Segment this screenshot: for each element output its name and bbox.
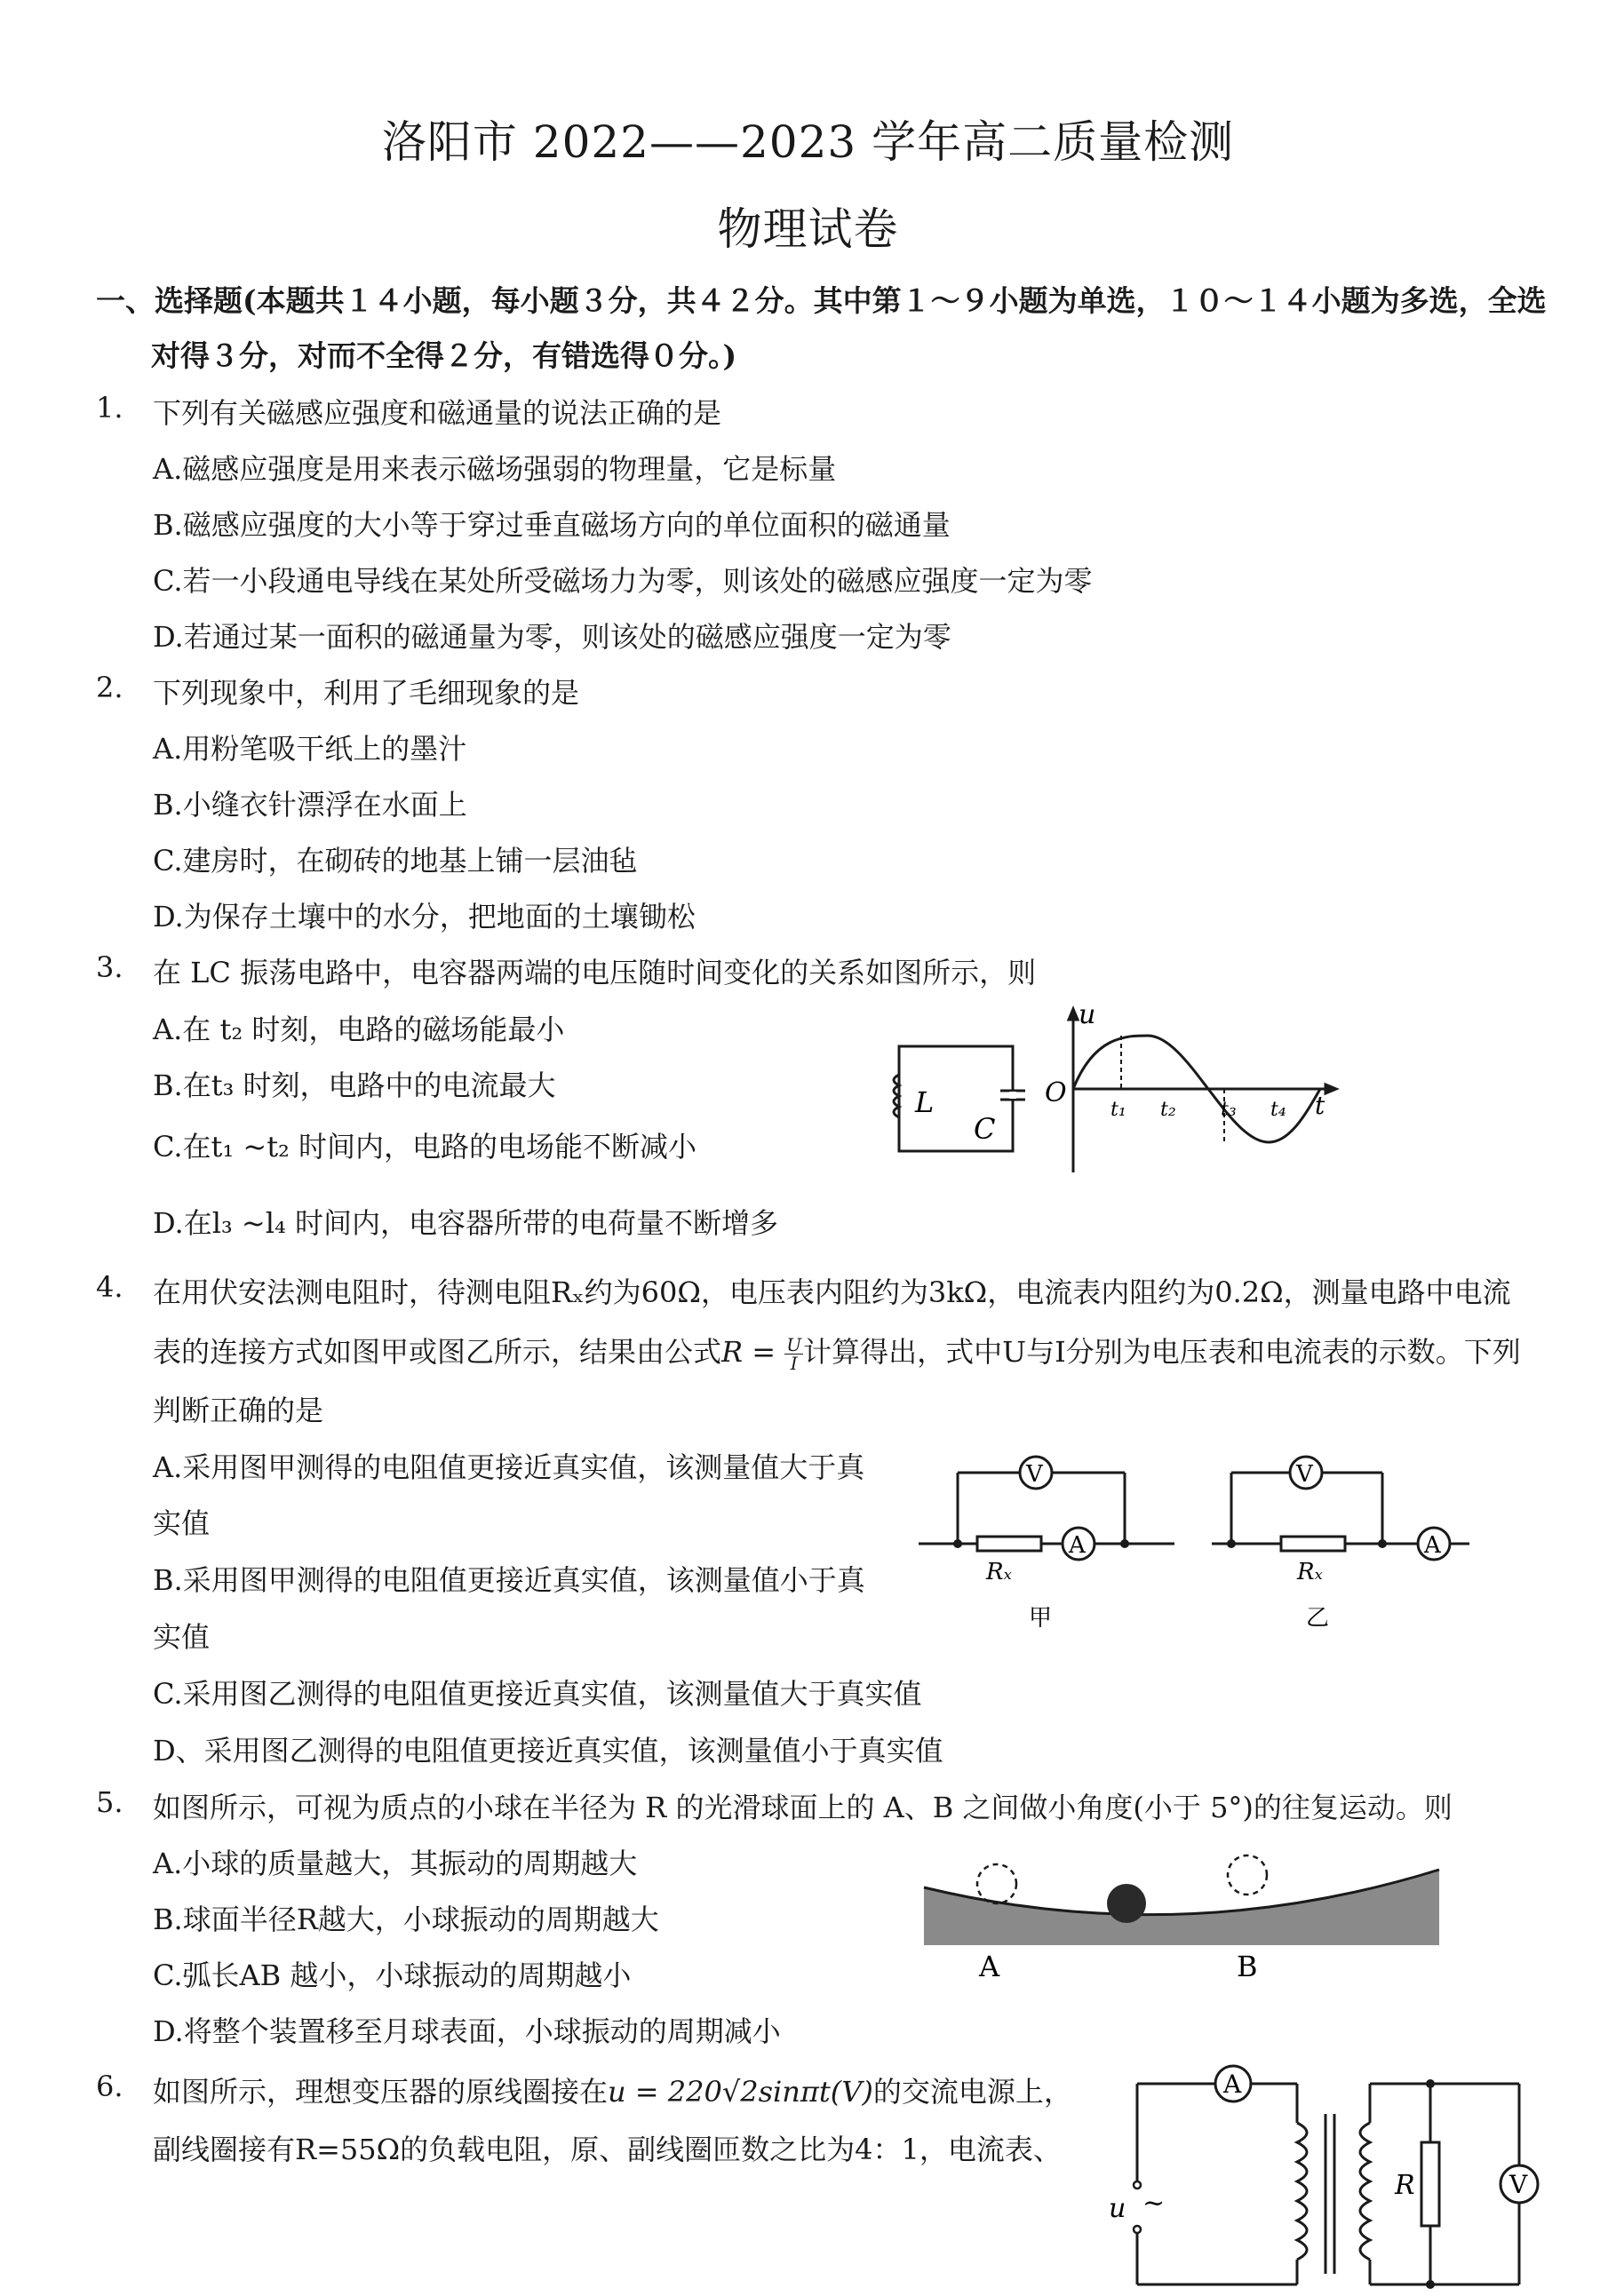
option-a-cont: 实值 (153, 1506, 211, 1540)
formula-equals: = (752, 1335, 776, 1369)
figure-jia-caption: 甲 (1029, 1605, 1053, 1632)
question-number: 2. (96, 671, 123, 704)
option-d: D.将整个装置移至月球表面，小球振动的周期减小 (153, 2014, 781, 2048)
option-c: C.建房时，在砌砖的地基上铺一层油毡 (153, 844, 638, 878)
t4-label: t₄ (1270, 1099, 1286, 1121)
t2-label: t₂ (1160, 1099, 1176, 1121)
stem-text: 如图所示，理想变压器的原线圈接在 (153, 2075, 609, 2109)
option-b: B.在t₃ 时刻，电路中的电流最大 (153, 1069, 556, 1102)
lc-circuit-figure (888, 999, 1341, 1181)
option-b: B.小缝衣针漂浮在水面上 (153, 788, 467, 822)
option-b-cont: 实值 (153, 1620, 211, 1654)
ammeter-label: A (1424, 1532, 1441, 1559)
question-stem-line1: 在用伏安法测电阻时，待测电阻Rₓ约为60Ω，电压表内阻约为3kΩ，电流表内阻约为0.2Ω，测量电路中电流 (153, 1275, 1511, 1309)
section-heading-line2: 对得３分，对而不全得２分，有错选得０分。) (151, 338, 737, 373)
option-b: B.球面半径R越大，小球振动的周期越大 (153, 1903, 659, 1936)
question-stem: 下列现象中，利用了毛细现象的是 (153, 676, 580, 710)
circuit-jia-figure (915, 1439, 1182, 1643)
voltmeter-label: V (1509, 2170, 1528, 2199)
question-number: 4. (96, 1270, 123, 1304)
source-u-label: u (1109, 2193, 1126, 2224)
circuit-yi-figure (1208, 1439, 1475, 1643)
option-a: A.磁感应强度是用来表示磁场强弱的物理量，它是标量 (153, 452, 837, 486)
point-b-label: B (1237, 1950, 1258, 1983)
question-stem-line3: 判断正确的是 (153, 1394, 324, 1427)
option-a: A.用粉笔吸干纸上的墨汁 (153, 732, 467, 766)
voltmeter-label: V (1296, 1461, 1313, 1488)
question-stem-line2: 副线圈接有R=55Ω的负载电阻，原、副线圈匝数之比为4：1，电流表、 (153, 2133, 1062, 2166)
inductor-label: L (915, 1085, 935, 1119)
question-stem: 下列有关磁感应强度和磁通量的说法正确的是 (153, 396, 722, 430)
option-c: C.在t₁ ~t₂ 时间内，电路的电场能不断减小 (153, 1130, 697, 1164)
bowl-surface (924, 1870, 1439, 1945)
ammeter-label: A (1223, 2070, 1242, 2099)
option-a: A.采用图甲测得的电阻值更接近真实值，该测量值大于真 (153, 1450, 865, 1484)
t3-label: t₃ (1221, 1099, 1237, 1121)
stem-text: 的交流电源上， (872, 2075, 1072, 2109)
resistor-label: R (1395, 2170, 1415, 2201)
ball (1107, 1884, 1146, 1923)
option-b: B.采用图甲测得的电阻值更接近真实值，该测量值小于真 (153, 1563, 865, 1597)
origin-label: O (1045, 1077, 1067, 1108)
option-b: B.磁感应强度的大小等于穿过垂直磁场方向的单位面积的磁通量 (153, 508, 951, 542)
stem-text: 计算得出，式中U与I分别为电压表和电流表的示数。下列 (803, 1335, 1521, 1369)
formula-u: u = 220√2sinπt(V) (608, 2075, 873, 2109)
option-c: C.采用图乙测得的电阻值更接近真实值，该测量值大于真实值 (153, 1677, 922, 1711)
option-c: C.弧长AB 越小，小球振动的周期越小 (153, 1958, 632, 1992)
bowl-figure (924, 1852, 1439, 1985)
option-d: D.若通过某一面积的磁通量为零，则该处的磁感应强度一定为零 (153, 620, 951, 654)
option-d: D.为保存土壤中的水分，把地面的土壤锄松 (153, 900, 696, 933)
axis-t-label: t (1315, 1091, 1325, 1120)
question-stem-line2 (153, 1330, 1521, 1372)
option-c: C.若一小段通电导线在某处所受磁场力为零，则该处的磁感应强度一定为零 (153, 564, 1093, 598)
option-a: A.在 t₂ 时刻，电路的磁场能最小 (153, 1013, 565, 1046)
resistor-label: Rₓ (986, 1559, 1012, 1585)
axis-u-label: u (1079, 999, 1096, 1030)
question-stem: 如图所示，可视为质点的小球在半径为 R 的光滑球面上的 A、B 之间做小角度(小于 5°)的往复运动。则 (153, 1791, 1453, 1824)
ball-position-a (977, 1864, 1016, 1903)
option-d: D、采用图乙测得的电阻值更接近真实值，该测量值小于真实值 (153, 1734, 943, 1768)
formula-r: R (721, 1335, 744, 1369)
ammeter-label: A (1069, 1532, 1086, 1559)
question-stem: 在 LC 振荡电路中，电容器两端的电压随时间变化的关系如图所示，则 (153, 956, 1037, 989)
question-number: 1. (96, 391, 123, 425)
capacitor-label: C (974, 1112, 996, 1146)
voltmeter-label: V (1026, 1461, 1043, 1488)
page-title: 洛阳市 2022——2023 学年高二质量检测 (381, 116, 1235, 168)
point-a-label: A (979, 1950, 1000, 1983)
resistor-label: Rₓ (1297, 1559, 1323, 1585)
question-number: 5. (96, 1785, 123, 1819)
question-stem-line1 (153, 2070, 1072, 2110)
ac-source-icon: ~ (1142, 2188, 1166, 2219)
formula-fraction (784, 1336, 803, 1372)
page-subtitle: 物理试卷 (717, 203, 899, 255)
formula-denominator: I (790, 1353, 798, 1374)
transformer-figure (1109, 2052, 1546, 2292)
section-heading-line1: 一、选择题(本题共１４小题，每小题３分，共４２分。其中第１～９小题为单选，１０～１４小题为多选，全选 (96, 283, 1547, 318)
formula-numerator: U (786, 1334, 802, 1355)
stem-text: 表的连接方式如图甲或图乙所示，结果由公式 (153, 1335, 722, 1369)
ball-position-b (1228, 1855, 1267, 1895)
question-number: 3. (96, 950, 123, 984)
figure-yi-caption: 乙 (1306, 1605, 1330, 1632)
t1-label: t₁ (1111, 1099, 1126, 1121)
option-d: D.在l₃ ~l₄ 时间内，电容器所带的电荷量不断增多 (153, 1206, 778, 1240)
question-number: 6. (96, 2070, 123, 2103)
option-a: A.小球的质量越大，其振动的周期越大 (153, 1847, 638, 1880)
